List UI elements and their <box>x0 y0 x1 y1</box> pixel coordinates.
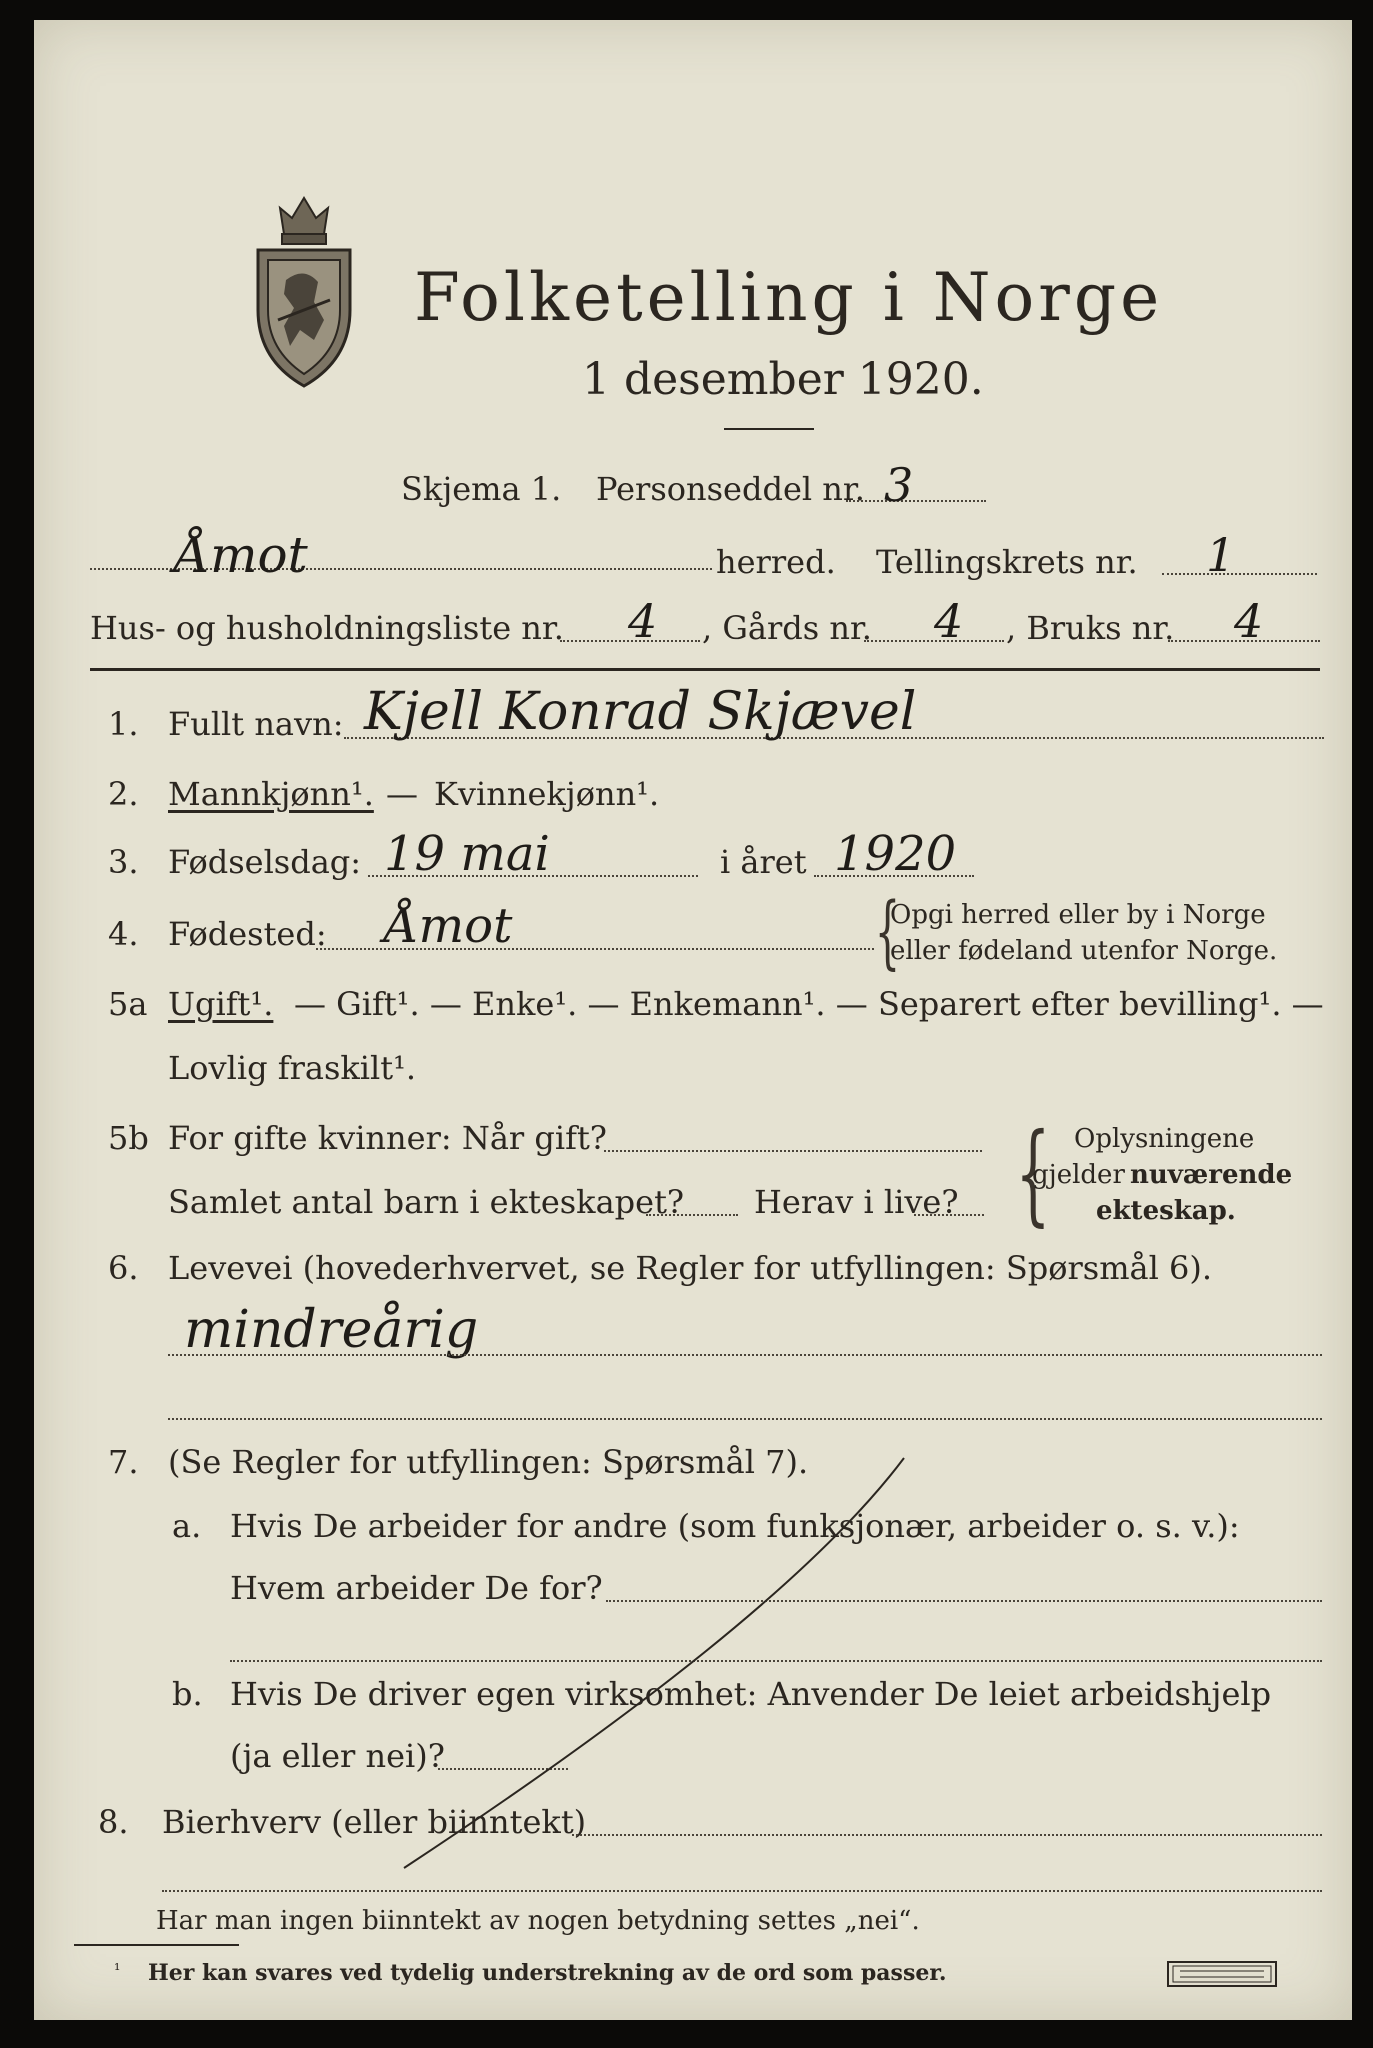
q5b-note-line2a: gjelder <box>1032 1160 1125 1190</box>
personseddel-value: 3 <box>884 458 914 512</box>
q5b-note-line2b: nuværende <box>1130 1160 1293 1190</box>
personseddel-line <box>846 500 986 502</box>
q3-birth-date: 19 mai <box>384 826 550 882</box>
pen-strike-line <box>364 1438 944 1878</box>
q5b-note-line3: ekteskap. <box>1096 1196 1236 1226</box>
q7a-number: a. <box>172 1507 202 1545</box>
footnote-text: Her kan svares ved tydelig understrekning av de ord som passer. <box>148 1960 947 1986</box>
bruks-value: 4 <box>1234 594 1264 648</box>
hus-value: 4 <box>628 594 658 648</box>
q4-note-brace: { <box>874 885 901 978</box>
header-rule <box>90 668 1320 671</box>
q5a-other-options: — Gift¹. — Enke¹. — Enkemann¹. — Separert efter bevilling¹. — <box>294 985 1324 1023</box>
q4-birthplace: Åmot <box>384 898 513 954</box>
q1-number: 1. <box>108 705 139 743</box>
herred-label: herred. <box>716 543 836 581</box>
q2-separator: — <box>386 775 418 813</box>
q3-birth-year: 1920 <box>834 826 957 882</box>
q2-option-female: Kvinnekjønn¹. <box>434 775 660 813</box>
q6-line1 <box>168 1354 1322 1356</box>
footer-note: Har man ingen biinntekt av nogen betydning settes „nei“. <box>156 1906 920 1936</box>
norwegian-coat-of-arms-icon <box>244 190 364 390</box>
q5b-when-line <box>604 1150 982 1152</box>
census-form-page <box>34 20 1352 2020</box>
q7a-line2: Hvem arbeider De for? <box>230 1569 603 1607</box>
q5b-alive-line <box>914 1214 984 1216</box>
form-title: Folketelling i Norge <box>414 259 1164 336</box>
q8-line2 <box>162 1890 1322 1892</box>
footnote-rule <box>74 1944 239 1946</box>
q5b-note-brace: { <box>1015 1109 1051 1237</box>
printer-stamp-icon <box>1166 1960 1278 1988</box>
bruks-label: , Bruks nr. <box>1006 609 1175 647</box>
title-divider <box>724 428 814 430</box>
q6-occupation: mindreårig <box>184 1300 479 1360</box>
herred-value: Åmot <box>174 526 308 584</box>
q7b-number: b. <box>172 1675 203 1713</box>
skjema-label: Skjema 1. <box>401 470 562 508</box>
q7-number: 7. <box>108 1443 139 1481</box>
q5b-children-line <box>646 1214 738 1216</box>
footnote-mark: ¹ <box>114 1960 121 1979</box>
q5b-label2: Samlet antal barn i ekteskapet? <box>168 1183 685 1221</box>
q6-number: 6. <box>108 1249 139 1287</box>
q4-note-line2: eller fødeland utenfor Norge. <box>890 936 1278 966</box>
q4-number: 4. <box>108 915 139 953</box>
q3-number: 3. <box>108 843 139 881</box>
census-date: 1 desember 1920. <box>582 354 984 405</box>
tellingskrets-value: 1 <box>1206 528 1236 582</box>
q5b-label3: Herav i live? <box>754 1183 959 1221</box>
q4-label: Fødested: <box>168 915 327 953</box>
q1-label: Fullt navn: <box>168 705 344 743</box>
q8-number: 8. <box>98 1803 129 1841</box>
q3-year-label: i året <box>720 843 807 881</box>
gards-label: , Gårds nr. <box>702 609 872 647</box>
q2-option-male: Mannkjønn¹. <box>168 775 374 813</box>
q4-note-line1: Opgi herred eller by i Norge <box>890 900 1266 930</box>
tellingskrets-line <box>1162 573 1317 575</box>
q6-line2 <box>168 1418 1322 1420</box>
q8-label: Bierhverv (eller biinntekt) <box>162 1803 587 1841</box>
q7b-line1: Hvis De driver egen virksomhet: Anvender De leiet arbeidshjelp <box>230 1675 1272 1713</box>
hus-label: Hus- og husholdningsliste nr. <box>90 609 564 647</box>
q7a-line1: Hvis De arbeider for andre (som funksjonær, arbeider o. s. v.): <box>230 1507 1240 1545</box>
q2-number: 2. <box>108 775 139 813</box>
q5b-label1: For gifte kvinner: Når gift? <box>168 1119 607 1157</box>
q5a-line2: Lovlig fraskilt¹. <box>168 1049 417 1087</box>
q7b-line2: (ja eller nei)? <box>230 1737 445 1775</box>
q5a-number: 5a <box>108 985 148 1023</box>
tellingskrets-label: Tellingskrets nr. <box>876 543 1138 581</box>
q1-full-name: Kjell Konrad Skjævel <box>364 682 917 742</box>
q7-label: (Se Regler for utfyllingen: Spørsmål 7). <box>168 1443 809 1481</box>
q5a-option-ugift: Ugift¹. <box>168 985 274 1023</box>
gards-value: 4 <box>934 594 964 648</box>
q6-label: Levevei (hovederhvervet, se Regler for utfyllingen: Spørsmål 6). <box>168 1249 1213 1287</box>
q3-label: Fødselsdag: <box>168 843 362 881</box>
q5b-note-line1: Oplysningene <box>1074 1124 1255 1154</box>
q5b-number: 5b <box>108 1119 149 1157</box>
personseddel-label: Personseddel nr. <box>596 470 865 508</box>
